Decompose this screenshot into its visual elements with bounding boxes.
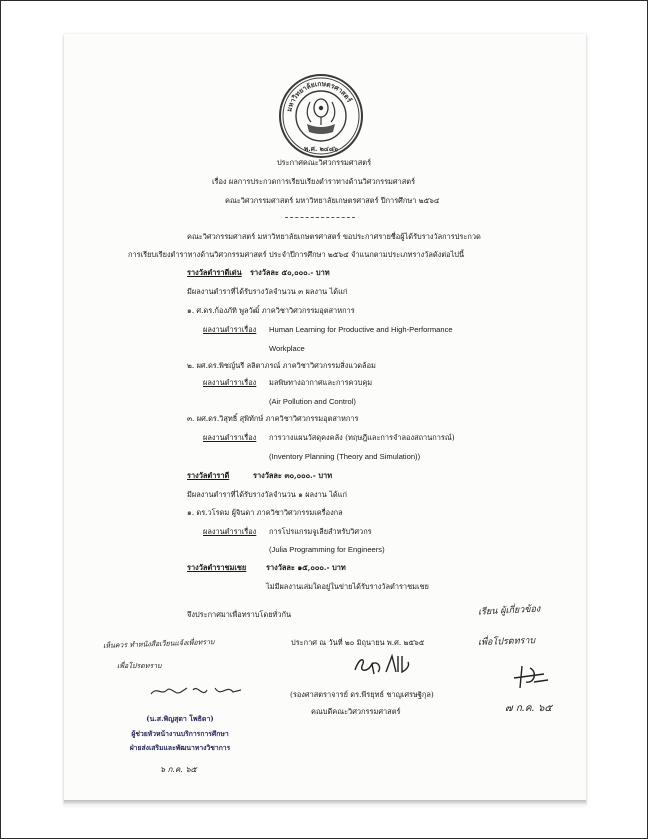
right-handwritten-line-2: เพื่อโปรดทราบ xyxy=(477,636,536,648)
svg-text:พ.ศ. ๒๔๘๖: พ.ศ. ๒๔๘๖ xyxy=(304,145,338,153)
entry-title: การโปรแกรมจูเลียสำหรับวิศวกร xyxy=(269,527,372,536)
award-excellent-name: รางวัลตำราดีเด่น xyxy=(187,268,242,277)
announcement-issuer-line: คณะวิศวกรรมศาสตร์ มหาวิทยาลัยเกษตรศาสตร์ ปีการศึกษา ๒๕๖๔ xyxy=(225,196,440,205)
dean-signature-icon xyxy=(352,652,412,678)
left-handwritten-note-1: เห็นควร ทำหนังสือเวียนแจ้งเพื่อทราบ xyxy=(102,638,215,650)
entry-author: ๑. ดร.วโรดม ผู้จินดา ภาควิชาวิศวกรรมเครื่องกล xyxy=(187,508,343,517)
left-stamp-position-2: ฝ่ายส่งเสริมและพัฒนาทางวิชาการ xyxy=(129,744,231,752)
date-line: ประกาศ ณ วันที่ ๒๐ มิถุนายน พ.ศ. ๒๕๖๕ xyxy=(291,638,425,647)
award-honorable-amount: รางวัลละ ๑๕,๐๐๐.- บาท xyxy=(266,563,346,572)
left-stamp-position-1: ผู้ช่วยหัวหน้างานบริการการศึกษา xyxy=(131,730,229,738)
entry-label: ผลงานตำราเรื่อง xyxy=(203,527,257,536)
entry-title-cont: (Air Pollution and Control) xyxy=(269,397,356,406)
header-divider xyxy=(285,217,355,218)
award-good-amount: รางวัลละ ๓๐,๐๐๐.- บาท xyxy=(253,471,333,480)
intro-line-2: การเรียบเรียงตำราทางด้านวิศวกรรมศาสตร์ ประจำปีการศึกษา ๒๕๖๔ จำแนกตามประเภทรางวัลดังต่อไปนี้ xyxy=(128,250,465,259)
entry-label: ผลงานตำราเรื่อง xyxy=(203,325,257,334)
award-excellent-count: มีผลงานตำราที่ได้รับรางวัลจำนวน ๓ ผลงาน ได้แก่ xyxy=(187,287,348,296)
closing-line: จึงประกาศมาเพื่อทราบโดยทั่วกัน xyxy=(187,610,292,619)
award-honorable-name: รางวัลตำราชมเชย xyxy=(187,563,247,572)
entry-label: ผลงานตำราเรื่อง xyxy=(203,378,257,387)
award-honorable-note: ไม่มีผลงานเล่มใดอยู่ในข่ายได้รับรางวัลตำราชมเชย xyxy=(266,582,429,591)
award-good-count: มีผลงานตำราที่ได้รับรางวัลจำนวน ๑ ผลงาน ได้แก่ xyxy=(187,490,347,499)
entry-title-cont: Workplace xyxy=(269,344,305,353)
entry-title-cont: (Julia Programming for Engineers) xyxy=(269,545,385,554)
right-handwritten-line-1: เรียน ผู้เกี่ยวข้อง xyxy=(477,604,541,618)
entry-title: การวางแผนวัสดุคงคลัง (ทฤษฎีและการจำลองสถานการณ์) xyxy=(269,433,455,442)
right-handwritten-date: ๗ ก.ค. ๖๕ xyxy=(505,703,552,714)
entry-title: มลพิษทางอากาศและการควบคุม xyxy=(269,378,373,387)
award-excellent-amount: รางวัลละ ๕๐,๐๐๐.- บาท xyxy=(250,268,330,277)
award-good-name: รางวัลตำราดี xyxy=(187,471,230,480)
entry-title: Human Learning for Productive and High-Performance xyxy=(269,325,453,334)
announcement-title: ประกาศคณะวิศวกรรมศาสตร์ xyxy=(276,158,372,167)
sheet-shadow xyxy=(64,800,586,806)
left-stamp-date: ๖ ก.ค. ๖๕ xyxy=(160,765,197,774)
right-signature-icon xyxy=(508,662,552,692)
left-handwritten-note-2: เพื่อโปรดทราบ xyxy=(117,662,162,670)
intro-line-1: คณะวิศวกรรมศาสตร์ มหาวิทยาลัยเกษตรศาสตร์ ขอประกาศรายชื่อผู้ได้รับรางวัลการประกวด xyxy=(187,232,481,241)
entry-label: ผลงานตำราเรื่อง xyxy=(203,433,257,442)
left-signature-icon xyxy=(147,680,247,702)
entry-author: ๒. ผศ.ดร.พิชญ์นรี ลลิตาภรณ์ ภาควิชาวิศวกรรมสิ่งแวดล้อม xyxy=(187,361,376,370)
announcement-subject: เรื่อง ผลการประกวดการเรียบเรียงตำราทางด้านวิศวกรรมศาสตร์ xyxy=(212,177,416,186)
entry-author: ๑. ศ.ดร.ก้องภัทิ พูลวัฒิ์ ภาควิชาวิศวกรรมอุตสาหการ xyxy=(187,306,355,315)
entry-author: ๓. ผศ.ดร.วิสุทธิ์ สุพิทักษ์ ภาควิชาวิศวกรรมอุตสาหการ xyxy=(187,414,359,423)
signatory-position: คณบดีคณะวิศวกรรมศาสตร์ xyxy=(311,707,401,716)
svg-text:มหาวิทยาลัยเกษตรศาสตร์: มหาวิทยาลัยเกษตรศาสตร์ xyxy=(285,79,354,113)
entry-title-cont: (Inventory Planning (Theory and Simulation)) xyxy=(269,452,421,461)
university-seal-icon xyxy=(277,72,365,160)
signatory-name: (รองศาสตราจารย์ ดร.พีรยุทธ์ ชาญเศรษฐิกุล) xyxy=(290,690,434,699)
left-stamp-name: (น.ส.พิญสุดา โพธิดา) xyxy=(146,714,214,723)
